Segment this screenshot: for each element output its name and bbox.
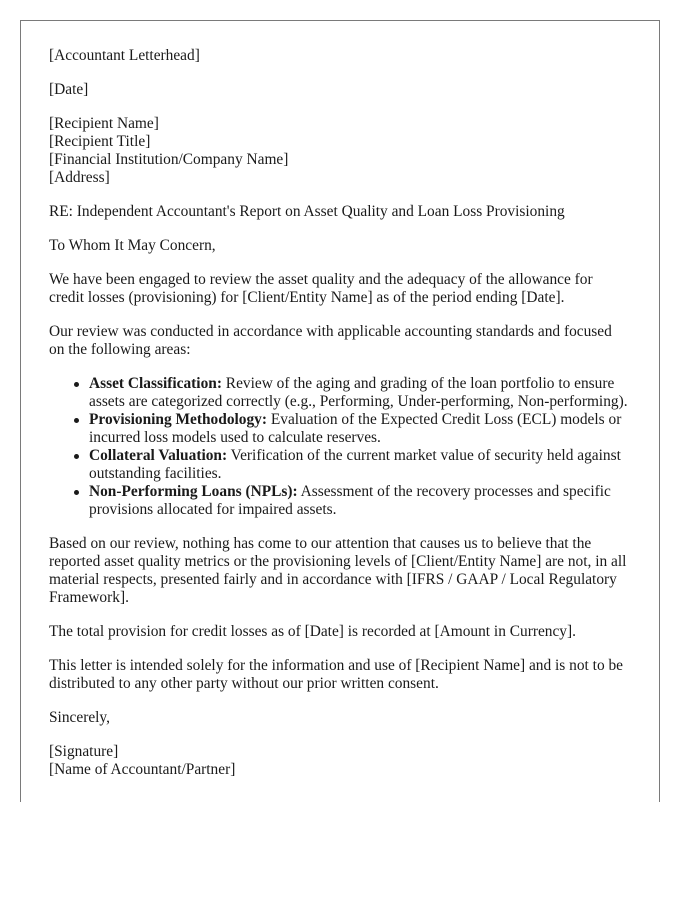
closing: Sincerely, bbox=[49, 709, 110, 726]
signer-name: [Name of Accountant/Partner] bbox=[49, 761, 236, 778]
salutation: To Whom It May Concern, bbox=[49, 237, 216, 254]
letter-date: [Date] bbox=[49, 81, 89, 98]
list-item bbox=[89, 411, 631, 447]
list-item bbox=[89, 375, 631, 411]
recipient-address: [Address] bbox=[49, 169, 110, 186]
recipient-block bbox=[49, 115, 631, 187]
subject-line: RE: Independent Accountant's Report on Asset Quality and Loan Loss Provisioning bbox=[49, 203, 565, 220]
list-item-title: Asset Classification: bbox=[89, 375, 222, 392]
list-item-text: Evaluation of the Expected Credit Loss (ECL) models or incurred loss models used to calculate reserves. bbox=[89, 411, 622, 446]
list-item-text: Assessment of the recovery processes and specific provisions allocated for impaired assets. bbox=[89, 483, 611, 518]
recipient-company: [Financial Institution/Company Name] bbox=[49, 151, 289, 168]
list-item-title: Collateral Valuation: bbox=[89, 447, 228, 464]
list-item bbox=[89, 483, 631, 519]
intro-paragraph: We have been engaged to review the asset quality and the adequacy of the allowance for credit losses (provisioning) for [Client/Entity Name] as of the period ending [Date]. bbox=[49, 271, 593, 306]
list-item-title: Non-Performing Loans (NPLs): bbox=[89, 483, 298, 500]
list-item-text: Review of the aging and grading of the loan portfolio to ensure assets are categorized correctly (e.g., Performing, Under-performing, Non-performing). bbox=[89, 375, 628, 410]
signature: [Signature] bbox=[49, 743, 119, 760]
total-provision-paragraph: The total provision for credit losses as of [Date] is recorded at [Amount in Currency]. bbox=[49, 623, 576, 640]
list-item-text: Verification of the current market value of security held against outstanding facilities. bbox=[89, 447, 621, 482]
review-areas-list bbox=[49, 375, 631, 519]
letterhead: [Accountant Letterhead] bbox=[49, 47, 200, 64]
letter-document bbox=[20, 20, 660, 802]
recipient-title: [Recipient Title] bbox=[49, 133, 151, 150]
list-item bbox=[89, 447, 631, 483]
list-item-title: Provisioning Methodology: bbox=[89, 411, 267, 428]
conclusion-paragraph: Based on our review, nothing has come to our attention that causes us to believe that the reported asset quality metrics or the provisioning levels of [Client/Entity Name] are not, in all material respects, presented fairly and in accordance with [IFRS / GAAP / Local Regulatory Framework]. bbox=[49, 535, 627, 606]
restriction-paragraph: This letter is intended solely for the information and use of [Recipient Name] and is not to be distributed to any other party without our prior written consent. bbox=[49, 657, 624, 692]
scope-paragraph: Our review was conducted in accordance with applicable accounting standards and focused on the following areas: bbox=[49, 323, 612, 358]
recipient-name: [Recipient Name] bbox=[49, 115, 159, 132]
signature-block bbox=[49, 743, 631, 779]
